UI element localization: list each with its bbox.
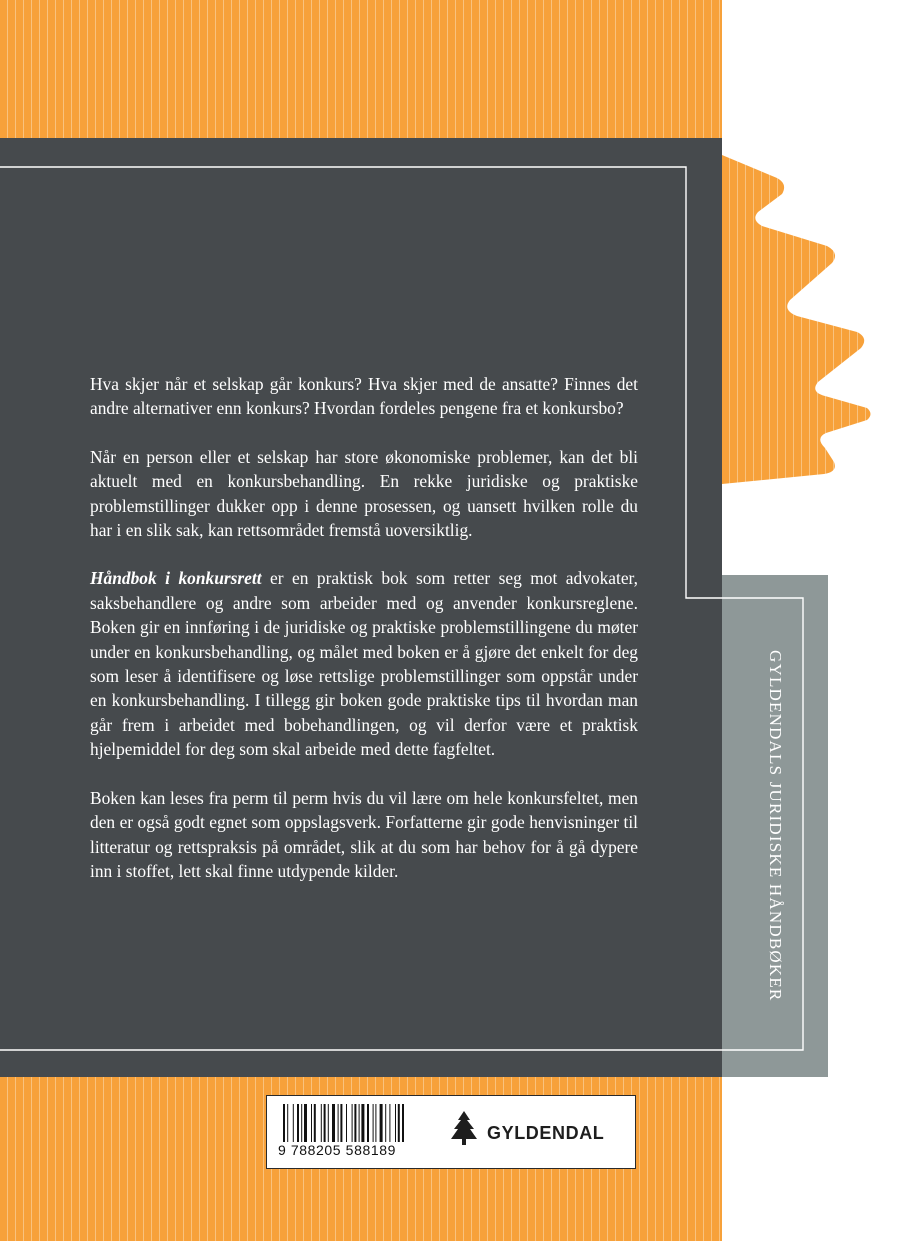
blurb-paragraph-3-text: er en praktisk bok som retter seg mot advokater, saksbehandlere og andre som arbeider med og anvender konkursreglene. Boken gir en innføring i de juridiske og praktiske problemstillingene du møter under en konkursbehandling, og målet med boken er å gjøre det enkelt for deg som leser å identifisere og løse rettslige problemstillinger som oppstår under en konkursbehandling. I tillegg gir boken gode praktiske tips til hvordan man går frem i arbeidet med bobehandlingen, og vil derfor være et praktisk hjelpemiddel for deg som skal arbeide med dette fagfeltet. <box>90 568 638 760</box>
blurb-paragraph-1: Hva skjer når et selskap går konkurs? Hva skjer med de ansatte? Finnes det andre alternativer enn konkurs? Hvordan fordeles pengene fra et konkursbo? <box>90 374 638 419</box>
blurb-paragraph-3 <box>90 566 638 761</box>
orange-tree-illustration <box>722 150 902 570</box>
isbn-number: 9 788205 588189 <box>278 1142 396 1158</box>
gyldendal-tree-logo-icon <box>449 1110 479 1152</box>
blurb-paragraph-4: Boken kan leses fra perm til perm hvis du vil lære om hele konkursfeltet, men den er også godt egnet som oppslagsverk. Forfatterne gir gode henvisninger til litteratur og rettspraksis på området, slik at du som har behov for å gå dypere inn i stoffet, lett skal finne utdypende kilder. <box>90 787 638 881</box>
blurb-paragraph-2: Når en person eller et selskap har store økonomiske problemer, kan det bli aktuelt med en konkursbehandling. En rekke juridiske og praktiske problemstillinger dukker opp i denne prosessen, og uansett hvilken rolle du har i en slik sak, kan rettsområdet fremstå uoversiktlig. <box>90 446 638 541</box>
series-label <box>722 575 828 1077</box>
barcode-icon <box>283 1104 433 1142</box>
back-cover-blurb <box>90 372 638 907</box>
book-title: Håndbok i konkursrett <box>90 568 262 589</box>
barcode-label <box>266 1095 636 1169</box>
top-orange-stripes <box>0 0 722 138</box>
publisher-name: GYLDENDAL <box>487 1123 605 1143</box>
series-name: GYLDENDALS JURIDISKE HÅNDBØKER <box>766 650 785 1002</box>
